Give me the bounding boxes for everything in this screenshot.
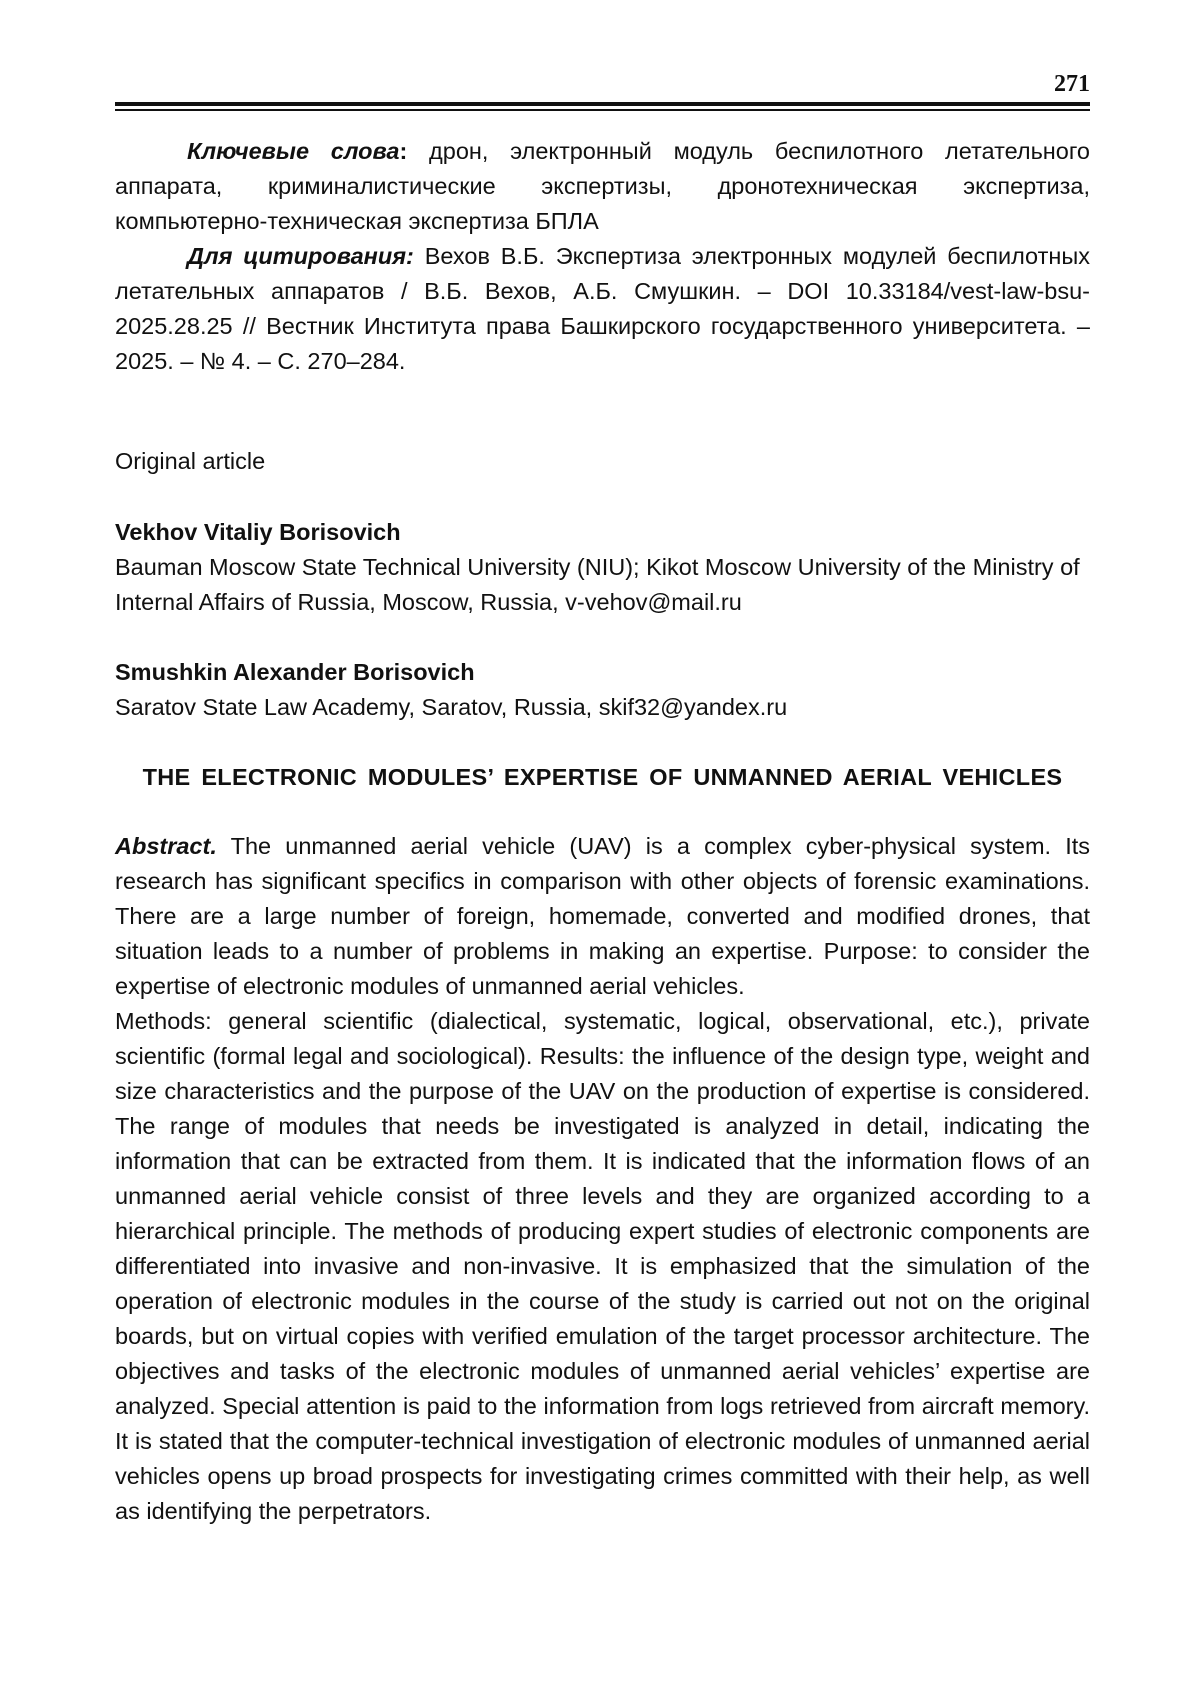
- citation-text: Вехов В.Б. Экспертиза электронных модулей беспилотных летательных аппаратов / В.Б. Вехов, А.Б. Смушкин. – DOI 10.33184/vest-law-bsu-2025.28.25 // Вестник Института права Башкирского государственного университета. – 2025. – № 4. – С. 270–284.: [115, 243, 1090, 374]
- article-type: Original article: [115, 448, 266, 474]
- header-rule-thick: [115, 102, 1090, 106]
- article-title: THE ELECTRONIC MODULES’ EXPERTISE OF UNMANNED AERIAL VEHICLES: [142, 764, 1063, 790]
- citation-label: Для цитирования:: [187, 243, 414, 269]
- keywords-label: Ключевые слова: [187, 138, 400, 164]
- author-name-2: Smushkin Alexander Borisovich: [115, 659, 475, 685]
- abstract-text-1: The unmanned aerial vehicle (UAV) is a complex cyber-physical system. Its research has significant specifics in comparison with other objects of forensic examinations. There are a large number of foreign, homemade, converted and modified drones, that situation leads to a number of problems in making an expertise. Purpose: to consider the expertise of electronic modules of unmanned aerial vehicles.: [115, 833, 1091, 999]
- author-affiliation-2: Saratov State Law Academy, Saratov, Russia, skif32@yandex.ru: [115, 694, 788, 720]
- keywords-text: дрон, электронный модуль беспилотного летательного аппарата, криминалистические экспертизы, дронотехническая экспертиза, компьютерно-техническая экспертиза БПЛА: [115, 138, 1090, 234]
- author-affiliation-1: Bauman Moscow State Technical University (NIU); Kikot Moscow University of the Ministry of Internal Affairs of Russia, Moscow, Russia, v-vehov@mail.ru: [115, 554, 1080, 615]
- keywords-paragraph: Ключевые слова: дрон, электронный модуль беспилотного летательного аппарата, криминалистические экспертизы, дронотехническая экспертиза, компьютерно-техническая экспертиза БПЛА: [115, 138, 1090, 234]
- header-rule-thin: [115, 109, 1090, 111]
- author-name-1: Vekhov Vitaliy Borisovich: [115, 519, 401, 545]
- citation-paragraph: [115, 239, 1090, 379]
- abstract-paragraph-2: Methods: general scientific (dialectical, systematic, logical, observational, etc.), private scientific (formal legal and sociological). Results: the influence of the design type, weight and size characteristics and the purpose of the UAV on the production of expertise is considered. The range of modules that needs be investigated is analyzed in detail, indicating the information that can be extracted from them. It is indicated that the information flows of an unmanned aerial vehicle consist of three levels and they are organized according to a hierarchical principle. The methods of producing expert studies of electronic components are differentiated into invasive and non-invasive. It is emphasized that the simulation of the operation of electronic modules in the course of the study is carried out not on the original boards, but on virtual copies with verified emulation of the target processor architecture. The objectives and tasks of the electronic modules of unmanned aerial vehicles’ expertise are analyzed. Special attention is paid to the information from logs retrieved from aircraft memory. It is stated that the computer-technical investigation of electronic modules of unmanned aerial vehicles opens up broad prospects for investigating crimes committed with their help, as well as identifying the perpetrators.: [115, 1008, 1090, 1524]
- abstract-paragraph-1: [115, 829, 1090, 1004]
- abstract-label: Abstract.: [115, 833, 217, 859]
- page-number: 271: [1054, 71, 1090, 97]
